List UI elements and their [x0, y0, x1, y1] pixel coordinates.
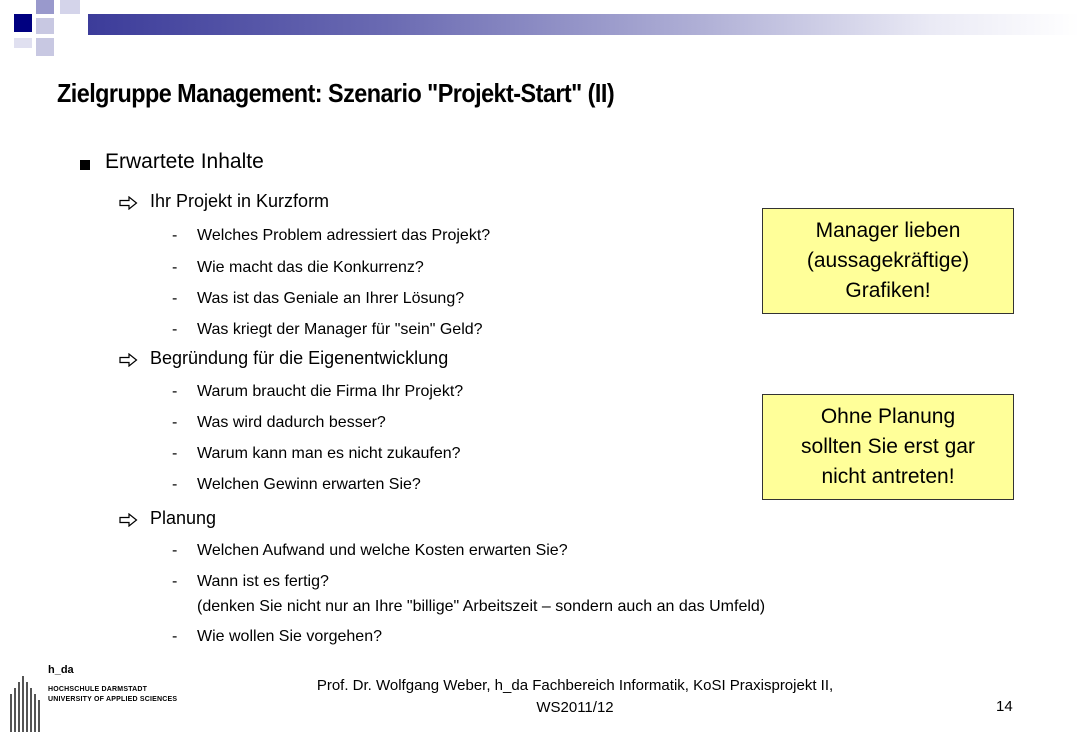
footer-line-2: WS2011/12: [536, 699, 614, 716]
outline-arrow-icon: [119, 513, 138, 527]
callout-line: (aussagekräftige): [806, 249, 970, 272]
logo-short-text: h_da: [48, 664, 74, 676]
dash-bullet: -: [172, 476, 178, 493]
bullet-square-icon: [80, 160, 90, 170]
slide-title: Zielgruppe Management: Szenario "Projekt-Start" (II): [57, 78, 615, 108]
hda-logo: [8, 662, 178, 734]
list-item: Wie wollen Sie vorgehen?: [197, 628, 382, 645]
dash-bullet: -: [172, 573, 178, 590]
list-item-continuation: (denken Sie nicht nur an Ihre "billige" Arbeitszeit – sondern auch an das Umfeld): [197, 598, 766, 615]
list-item: Wann ist es fertig?: [197, 573, 329, 590]
header-square-dark: [14, 14, 32, 32]
callout-line: Manager lieben: [815, 219, 961, 242]
list-item: Warum braucht die Firma Ihr Projekt?: [197, 383, 464, 400]
dash-bullet: -: [172, 259, 178, 276]
header-square-light: [36, 18, 54, 34]
callout-box-planung: [762, 394, 1014, 500]
dash-bullet: -: [172, 383, 178, 400]
callout-line: sollten Sie erst gar: [801, 435, 975, 458]
section-label: Planung: [150, 508, 217, 528]
header-square-light: [60, 0, 80, 14]
list-item: Warum kann man es nicht zukaufen?: [197, 445, 461, 462]
outline-arrow-icon: [119, 353, 138, 367]
footer-text: [240, 675, 910, 719]
header-square-light: [36, 0, 54, 14]
logo-line-1: HOCHSCHULE DARMSTADT: [48, 686, 148, 693]
footer-line-1: Prof. Dr. Wolfgang Weber, h_da Fachbereich Informatik, KoSI Praxisprojekt II,: [316, 677, 834, 694]
callout-line: nicht antreten!: [821, 465, 955, 488]
hda-logo-mark-icon: [8, 666, 42, 734]
dash-bullet: -: [172, 290, 178, 307]
dash-bullet: -: [172, 227, 178, 244]
list-item: Welches Problem adressiert das Projekt?: [197, 227, 491, 244]
callout-box-grafiken: [762, 208, 1014, 314]
dash-bullet: -: [172, 321, 178, 338]
callout-line: Grafiken!: [845, 279, 931, 302]
section-label: Begründung für die Eigenentwicklung: [150, 348, 449, 368]
header-square-light: [36, 38, 54, 56]
list-item: Was ist das Geniale an Ihrer Lösung?: [197, 290, 465, 307]
dash-bullet: -: [172, 414, 178, 431]
dash-bullet: -: [172, 542, 178, 559]
callout-line: Ohne Planung: [820, 405, 956, 428]
list-item: Was wird dadurch besser?: [197, 414, 386, 431]
list-item: Welchen Aufwand und welche Kosten erwarten Sie?: [197, 542, 568, 559]
heading-erwartete-inhalte: Erwartete Inhalte: [105, 150, 264, 173]
page-number: 14: [996, 698, 1013, 715]
dash-bullet: -: [172, 628, 178, 645]
header-square-light: [14, 38, 32, 48]
outline-arrow-icon: [119, 196, 138, 210]
header-gradient-bar: [88, 14, 1080, 35]
dash-bullet: -: [172, 445, 178, 462]
logo-line-2: UNIVERSITY OF APPLIED SCIENCES: [48, 696, 178, 703]
section-label: Ihr Projekt in Kurzform: [150, 191, 330, 211]
list-item: Was kriegt der Manager für "sein" Geld?: [197, 321, 483, 338]
list-item: Welchen Gewinn erwarten Sie?: [197, 476, 421, 493]
list-item: Wie macht das die Konkurrenz?: [197, 259, 424, 276]
